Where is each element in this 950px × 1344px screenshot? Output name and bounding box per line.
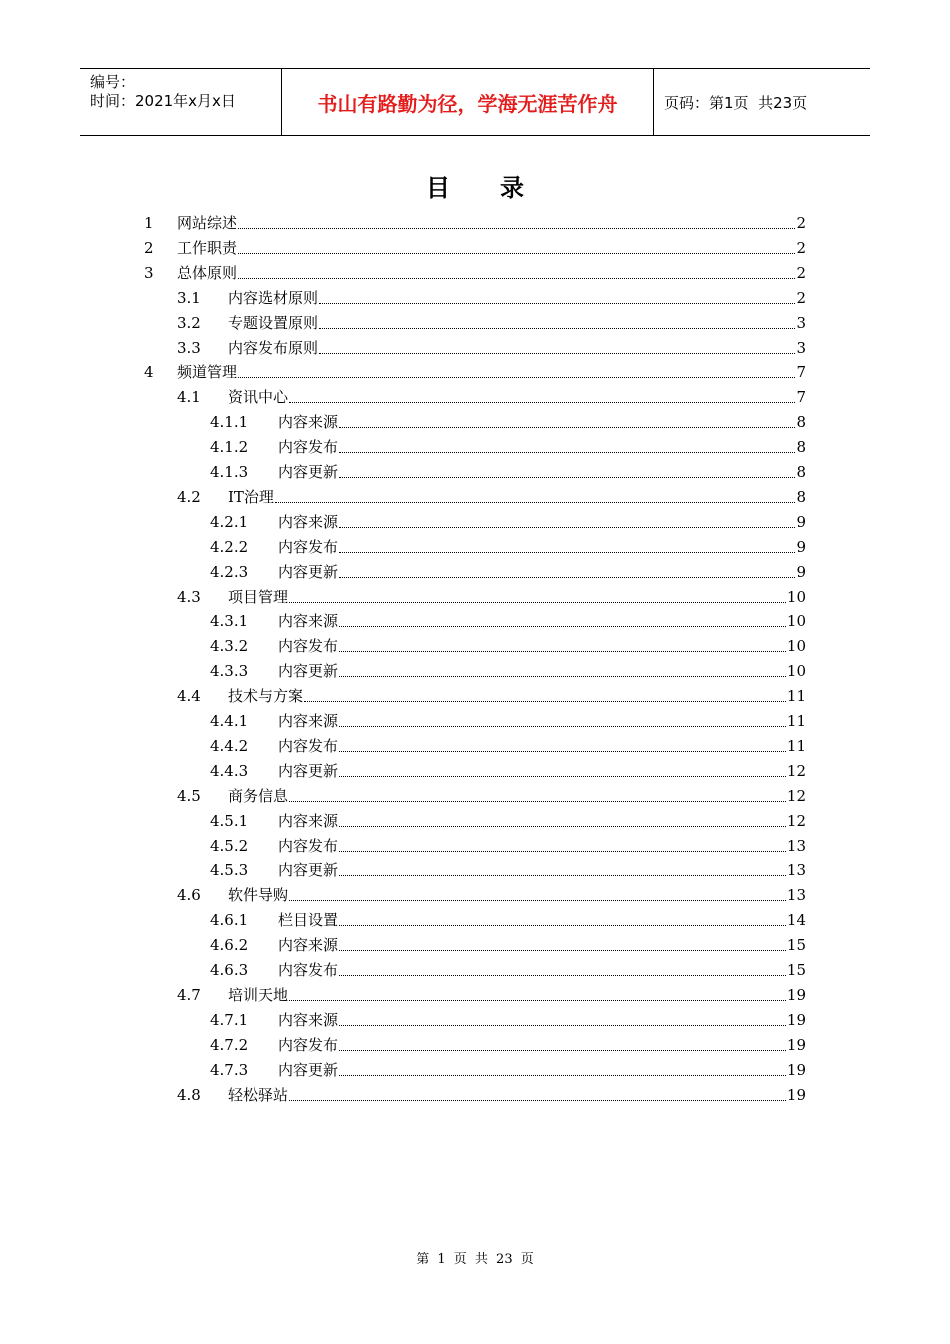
toc-entry[interactable] [210, 656, 806, 681]
toc-entry[interactable] [210, 457, 806, 482]
toc-dot-leader [339, 775, 786, 777]
toc-dot-leader [339, 874, 786, 876]
toc-entry-page: 9 [796, 562, 806, 581]
toc-dot-leader [339, 974, 786, 976]
toc-entry-page: 2 [796, 288, 806, 307]
toc-entry-label: 内容发布 [278, 836, 339, 855]
toc-dot-leader [319, 352, 795, 354]
toc-entry-page: 7 [796, 363, 806, 382]
toc-dot-leader [238, 277, 795, 279]
toc-entry-page: 3 [796, 338, 806, 357]
toc-entry[interactable] [210, 557, 806, 582]
toc-entry-number: 4.4.3 [210, 761, 249, 780]
toc-entry-label: 内容发布 [278, 537, 339, 556]
toc-entry-page: 19 [786, 1060, 806, 1079]
toc-entry-page: 13 [786, 836, 806, 855]
toc-entry-number: 4.3.3 [210, 662, 249, 681]
toc-dot-leader [289, 401, 795, 403]
toc-title [0, 168, 950, 203]
toc-entry[interactable] [177, 482, 806, 507]
toc-dot-leader [339, 451, 795, 453]
toc-entry[interactable] [177, 681, 806, 706]
toc-entry[interactable] [210, 831, 806, 856]
toc-entry-label: 内容更新 [278, 1060, 339, 1079]
toc-dot-leader [275, 501, 796, 503]
toc-entry-page: 13 [786, 886, 806, 905]
toc-entry[interactable] [210, 532, 806, 557]
toc-dot-leader [289, 800, 786, 802]
toc-dot-leader [319, 302, 795, 304]
toc-entry-number: 4.3 [177, 587, 201, 606]
toc-entry-label: 轻松驿站 [228, 1085, 289, 1104]
toc-entry[interactable] [210, 905, 806, 930]
toc-entry-label: 内容来源 [278, 413, 339, 432]
toc-entry-number: 2 [144, 238, 154, 257]
toc-entry-number: 4 [144, 363, 154, 382]
toc-entry-number: 4.5 [177, 786, 201, 805]
toc-dot-leader [339, 750, 786, 752]
toc-entry[interactable] [144, 258, 806, 283]
toc-entry-page: 14 [786, 911, 806, 930]
header-page-info [654, 69, 870, 135]
toc-entry-label: 内容来源 [278, 811, 339, 830]
toc-entry-label: 栏目设置 [278, 911, 339, 930]
toc-entry[interactable] [210, 855, 806, 880]
toc-entry-label: 内容来源 [278, 712, 339, 730]
toc-dot-leader [339, 650, 786, 652]
toc-entry-number: 4.6.3 [210, 961, 249, 979]
toc-entry-page: 8 [796, 463, 806, 481]
toc-entry[interactable] [144, 357, 806, 382]
header-page-info-text: 页码：第1页 共23页 [664, 93, 808, 112]
toc-entry-page: 10 [786, 662, 806, 681]
toc-entry-label: 内容发布 [278, 1035, 339, 1054]
toc-entry-label: 内容更新 [278, 761, 339, 780]
toc-dot-leader [319, 327, 795, 329]
toc-entry-number: 4.2.3 [210, 562, 249, 581]
page-header [80, 68, 870, 136]
toc-entry-page: 11 [786, 736, 806, 755]
toc-entry[interactable] [210, 955, 806, 980]
toc-dot-leader [339, 850, 786, 852]
toc-entry-page: 9 [796, 537, 806, 556]
toc-entry-label: 内容发布 [278, 438, 339, 457]
toc-entry-page: 8 [796, 438, 806, 457]
toc-entry[interactable] [177, 980, 806, 1005]
toc-entry-page: 12 [786, 811, 806, 830]
toc-entry-number: 4.6.2 [210, 936, 249, 955]
toc-entry-number: 1 [144, 214, 154, 232]
toc-entry-page: 11 [786, 687, 806, 706]
toc-entry-number: 4.1 [177, 388, 201, 407]
toc-dot-leader [339, 949, 786, 951]
toc-entry-number: 4.3.2 [210, 637, 249, 656]
toc-entry-label: 内容更新 [278, 861, 339, 880]
toc-entry-page: 15 [786, 961, 806, 979]
toc-entry[interactable] [210, 606, 806, 631]
toc-entry[interactable] [210, 706, 806, 731]
toc-dot-leader [238, 227, 795, 229]
toc-entry-label: 网站综述 [177, 214, 238, 232]
toc-entry[interactable] [177, 1080, 806, 1105]
toc-dot-leader [289, 999, 786, 1001]
toc-dot-leader [339, 1074, 786, 1076]
toc-entry[interactable] [210, 930, 806, 955]
toc-dot-leader [238, 252, 795, 254]
toc-entry-page: 19 [786, 985, 806, 1004]
toc-entry-page: 7 [796, 388, 806, 407]
doc-date-label: 时间：2021年x月x日 [90, 92, 236, 110]
toc-dot-leader [339, 551, 795, 553]
toc-entry-number: 4.7 [177, 985, 201, 1004]
toc-entry-page: 2 [796, 238, 806, 257]
toc-entry-page: 19 [786, 1035, 806, 1054]
toc-entry-label: 内容发布 [278, 637, 339, 656]
toc-entry-number: 4.6.1 [210, 911, 249, 930]
toc-entry-page: 3 [796, 313, 806, 332]
toc-entry-number: 4.1.1 [210, 413, 249, 432]
toc-entry-page: 12 [786, 786, 806, 805]
toc-entry[interactable] [210, 507, 806, 532]
toc-entry-number: 4.2.2 [210, 537, 249, 556]
toc-entry-number: 3.3 [177, 338, 201, 357]
toc-entry-label: 内容来源 [278, 1010, 339, 1029]
toc-entry-number: 3 [144, 263, 154, 282]
toc-entry-label: 频道管理 [177, 363, 238, 382]
toc-dot-leader [339, 526, 795, 528]
toc-entry-number: 4.5.3 [210, 861, 249, 880]
toc-entry-page: 9 [796, 512, 806, 531]
toc-entry-label: 工作职责 [177, 238, 238, 257]
toc-dot-leader [339, 825, 786, 827]
toc-entry-label: 专题设置原则 [228, 313, 319, 332]
toc-entry[interactable] [144, 233, 806, 258]
toc-entry-number: 4.7.1 [210, 1010, 249, 1029]
toc-entry-page: 19 [786, 1085, 806, 1104]
toc-entry-label: 内容来源 [278, 512, 339, 531]
toc-entry-number: 4.1.3 [210, 463, 249, 481]
toc-entry[interactable] [210, 1055, 806, 1080]
toc-entry[interactable] [210, 806, 806, 831]
toc-entry-number: 3.1 [177, 288, 201, 307]
toc-entry-number: 4.7.3 [210, 1060, 249, 1079]
toc-entry-number: 4.5.1 [210, 811, 249, 830]
toc-dot-leader [289, 601, 786, 603]
toc-entry-number: 4.7.2 [210, 1035, 249, 1054]
toc-entry-page: 2 [796, 263, 806, 282]
toc-dot-leader [339, 476, 795, 478]
toc-dot-leader [238, 376, 795, 378]
toc-entry-page: 19 [786, 1010, 806, 1029]
toc-entry[interactable] [144, 208, 806, 233]
toc-entry-label: 技术与方案 [228, 687, 304, 706]
toc-entry[interactable] [210, 1030, 806, 1055]
toc-title-char-1: 目 [426, 174, 450, 202]
toc-entry[interactable] [210, 432, 806, 457]
page-footer: 第 1 页 共 23 页 [416, 1252, 534, 1267]
toc-entry[interactable] [177, 382, 806, 407]
toc-entry-number: 4.5.2 [210, 836, 249, 855]
toc-entry[interactable] [177, 283, 806, 308]
toc-entry-label: 软件导购 [228, 886, 289, 905]
toc-dot-leader [339, 924, 786, 926]
toc-entry[interactable] [210, 631, 806, 656]
toc-entry-label: 内容来源 [278, 936, 339, 955]
toc-entry[interactable] [177, 333, 806, 358]
toc-dot-leader [339, 576, 795, 578]
toc-entry-page: 8 [796, 487, 806, 506]
toc-dot-leader [304, 700, 786, 702]
toc-dot-leader [339, 1049, 786, 1051]
toc-entry-label: 内容更新 [278, 562, 339, 581]
toc-dot-leader [339, 675, 786, 677]
toc-entry-label: 内容更新 [278, 662, 339, 681]
toc-entry-page: 15 [786, 936, 806, 955]
toc-entry-page: 10 [786, 637, 806, 656]
toc-entry-number: 3.2 [177, 313, 201, 332]
toc-entry-label: 内容选材原则 [228, 288, 319, 307]
toc-entry-label: 培训天地 [228, 985, 289, 1004]
header-meta [80, 69, 282, 135]
toc-entry-label: 内容更新 [278, 463, 339, 481]
toc-entry-page: 11 [786, 712, 806, 730]
toc-entry-number: 4.2 [177, 487, 201, 506]
toc-entry-number: 4.4 [177, 687, 201, 706]
toc-entry[interactable] [210, 407, 806, 432]
toc-entry-page: 2 [796, 214, 806, 232]
toc-entry[interactable] [177, 308, 806, 333]
toc-entry[interactable] [210, 731, 806, 756]
toc-entry-label: 内容发布原则 [228, 338, 319, 357]
toc-entry[interactable] [210, 756, 806, 781]
toc-title-char-2: 录 [500, 174, 524, 202]
toc-dot-leader [339, 725, 786, 727]
toc-entry-page: 10 [786, 587, 806, 606]
toc-entry-number: 4.1.2 [210, 438, 249, 457]
toc-entry-label: 内容发布 [278, 961, 339, 979]
toc-dot-leader [339, 625, 786, 627]
toc-entry-label: 内容来源 [278, 612, 339, 631]
toc-entry[interactable] [177, 880, 806, 905]
toc-entry-label: 内容发布 [278, 736, 339, 755]
toc-entry-page: 12 [786, 761, 806, 780]
toc-entry-label: 总体原则 [177, 263, 238, 282]
toc-entry-label: 资讯中心 [228, 388, 289, 407]
toc-entry-page: 13 [786, 861, 806, 880]
toc-entry-number: 4.4.1 [210, 712, 249, 730]
header-motto: 书山有路勤为径，学海无涯苦作舟 [282, 69, 654, 135]
toc-dot-leader [289, 899, 786, 901]
toc-entry-number: 4.6 [177, 886, 201, 905]
toc-dot-leader [339, 426, 795, 428]
toc-entry-number: 4.2.1 [210, 512, 249, 531]
toc-entry-number: 4.4.2 [210, 736, 249, 755]
toc-entry[interactable] [177, 582, 806, 607]
toc-dot-leader [339, 1024, 786, 1026]
toc-entry[interactable] [177, 781, 806, 806]
toc-entry-page: 10 [786, 612, 806, 631]
toc-entry-number: 4.3.1 [210, 612, 249, 631]
toc-entry-number: 4.8 [177, 1085, 201, 1104]
toc-entry-label: 商务信息 [228, 786, 289, 805]
toc-entry-label: 项目管理 [228, 587, 289, 606]
toc-entry-page: 8 [796, 413, 806, 432]
toc-dot-leader [289, 1099, 786, 1101]
toc-entry-label: IT治理 [228, 487, 274, 506]
doc-number-label: 编号： [90, 73, 136, 91]
toc-entry[interactable] [210, 1005, 806, 1030]
